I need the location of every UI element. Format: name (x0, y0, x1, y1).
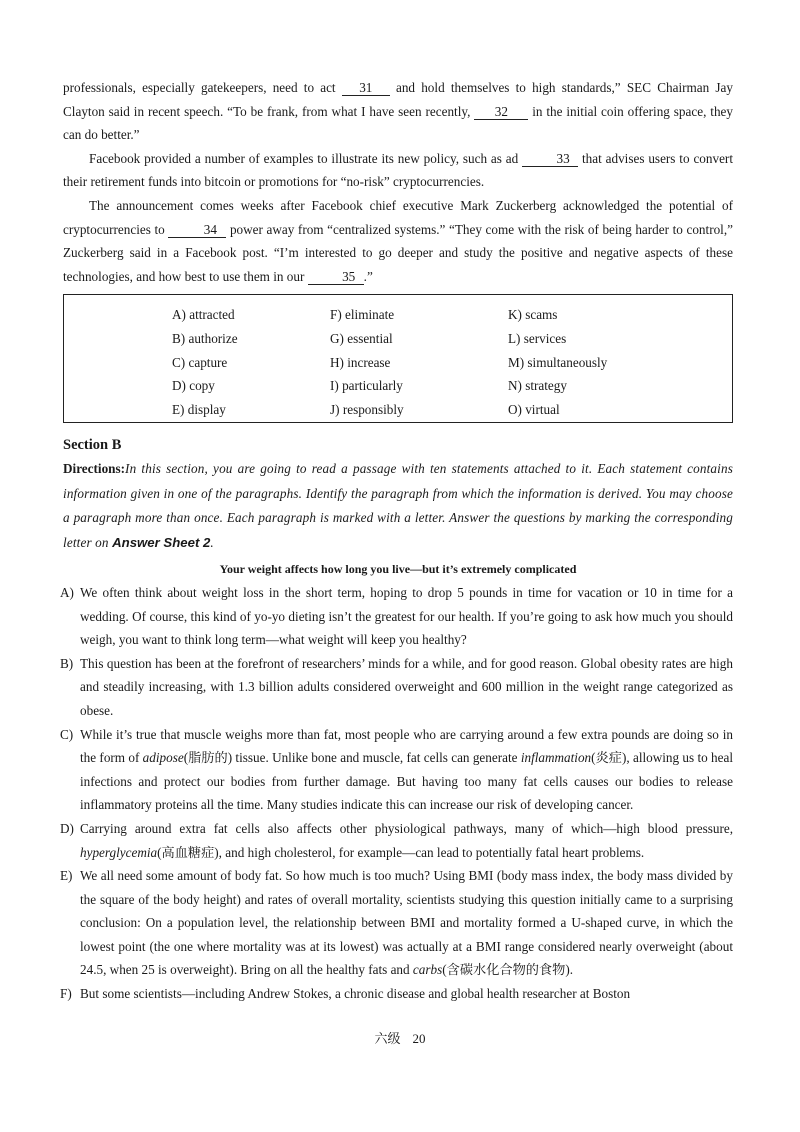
blank-34: 34 (168, 222, 226, 238)
paragraph-34-35: The announcement comes weeks after Facebook chief executive Mark Zuckerberg acknowledged the potential of cryptocurrencies to 34 power away from “centralized systems.” “They come with the risk of being harder to control,” Zuckerberg said in a Facebook post. “I’m interested to go deeper and study the positive and negative aspects of these technologies, and how best to use them in our 35 .” (63, 197, 733, 284)
word-option: H) increase (330, 354, 391, 370)
word-option: L) services (508, 330, 567, 346)
word-option: D) copy (172, 378, 215, 394)
directions: Directions:In this section, you are going to read a passage with ten statements attached to it. Each statement contains information given in one of the paragraphs. Identify the paragraph from which the information is derived. You may choose a paragraph more than once. Each paragraph is marked with a letter. Answer the questions by marking the corresponding letter on Answer Sheet 2. (63, 461, 733, 550)
directions-label: Directions: (63, 461, 126, 477)
page-footer (0, 1028, 800, 1047)
paragraph-letter: D) (60, 820, 74, 836)
blank-31: 31 (342, 80, 390, 96)
passage-paragraph-a: A) We often think about weight loss in the short term, hoping to drop 5 pounds in time for vacation or 10 in time for a wedding. Of course, this kind of yo-yo dieting isn’t the greatest for our health. If you’re going to ask how much you should weigh, you want to think long term—what weight will keep you healthy? (60, 581, 733, 652)
blank-35: 35 (308, 269, 364, 285)
word-bank-column-3 (508, 303, 607, 421)
word-option: O) virtual (508, 401, 560, 417)
paragraph-letter: E) (60, 868, 73, 884)
term: carbs (412, 962, 443, 978)
blank-32: 32 (474, 104, 528, 120)
paragraph-letter: C) (60, 726, 74, 742)
directions-text: In this section, you are going to read a passage with ten statements attached to it. Each statement contains information given in one of the paragraphs. Identify the paragraph from which the information is derived. You may choose a paragraph more than once. Each paragraph is marked with a letter. Answer the questions by marking the corresponding letter on (63, 461, 733, 550)
word-option: M) simultaneously (508, 354, 608, 370)
word-bank (63, 294, 733, 423)
passage-title: Your weight affects how long you live—but it’s extremely complicated (219, 561, 577, 576)
paragraph-31-32: professionals, especially gatekeepers, need to act 31 and hold themselves to high standards,” SEC Chairman Jay Clayton said in recent speech. “To be frank, from what I have seen recently, 32 in the initial coin offering space, they can do better.” (63, 80, 733, 143)
word-option: E) display (172, 401, 226, 417)
word-option: C) capture (172, 354, 228, 370)
passage-paragraph-f: F) But some scientists—including Andrew Stokes, a chronic disease and global health researcher at Boston (60, 982, 733, 1006)
term: inflammation (520, 750, 592, 766)
word-option: I) particularly (330, 378, 403, 394)
page-number: 20 (412, 1031, 426, 1046)
word-option: B) authorize (172, 330, 238, 346)
word-option: J) responsibly (330, 401, 404, 417)
word-option: K) scams (508, 307, 558, 323)
section-title: Section B (63, 437, 122, 454)
term: adipose (142, 750, 184, 766)
passage-paragraph-d: D) Carrying around extra fat cells also affects other physiological pathways, many of which—high blood pressure, hyperglycemia(高血糖症), and high cholesterol, for example—can lead to potentially fatal heart problems. (60, 817, 733, 864)
term: hyperglycemia (80, 844, 158, 860)
word-option: F) eliminate (330, 307, 395, 323)
exam-level: 六级 (374, 1031, 401, 1046)
word-option: N) strategy (508, 378, 567, 394)
paragraph-letter: F) (60, 986, 72, 1002)
paragraph-33: Facebook provided a number of examples to illustrate its new policy, such as ad 33 that advises users to convert their retirement funds into bitcoin or promotions for “no-risk” cryptocurrencies. (63, 150, 733, 190)
word-bank-column-2 (330, 303, 404, 421)
answer-sheet-label: Answer Sheet 2 (112, 534, 211, 550)
paragraph-letter: A) (60, 584, 74, 600)
exam-page (60, 76, 733, 1006)
passage-paragraph-e: E) We all need some amount of body fat. So how much is too much? Using BMI (body mass index, the body mass divided by the square of the body height) and rates of overall mortality, scientists studying this question initially came to a surprising conclusion: On a population level, the relationship between BMI and mortality formed a U-shaped curve, in which the lowest point (the one where mortality was at its lowest) was actually at a BMI range considered nearly overweight (about 24.5, when 25 is overweight). Bring on all the healthy fats and carbs(含碳水化合物的食物). (60, 864, 733, 982)
blank-33: 33 (522, 151, 578, 167)
word-option: G) essential (330, 330, 393, 346)
paragraph-letter: B) (60, 655, 74, 671)
word-option: A) attracted (172, 307, 235, 323)
passage-paragraph-b: B) This question has been at the forefront of researchers’ minds for a while, and for good reason. Global obesity rates are high and steadily increasing, with 1.3 billion adults considered overweight and 600 million in the weight range categorized as obese. (60, 652, 733, 723)
word-bank-column-1 (172, 303, 238, 421)
passage-paragraph-c: C) While it’s true that muscle weighs more than fat, most people who are carrying around a few extra pounds are doing so in the form of adipose(脂肪的) tissue. Unlike bone and muscle, fat cells can generate inflammation(炎症), allowing us to heal infections and protect our bodies from further damage. But having too many fat cells causes our bodies to release inflammatory proteins all the time. Many studies indicate this can increase our risk of developing cancer. (60, 723, 733, 817)
